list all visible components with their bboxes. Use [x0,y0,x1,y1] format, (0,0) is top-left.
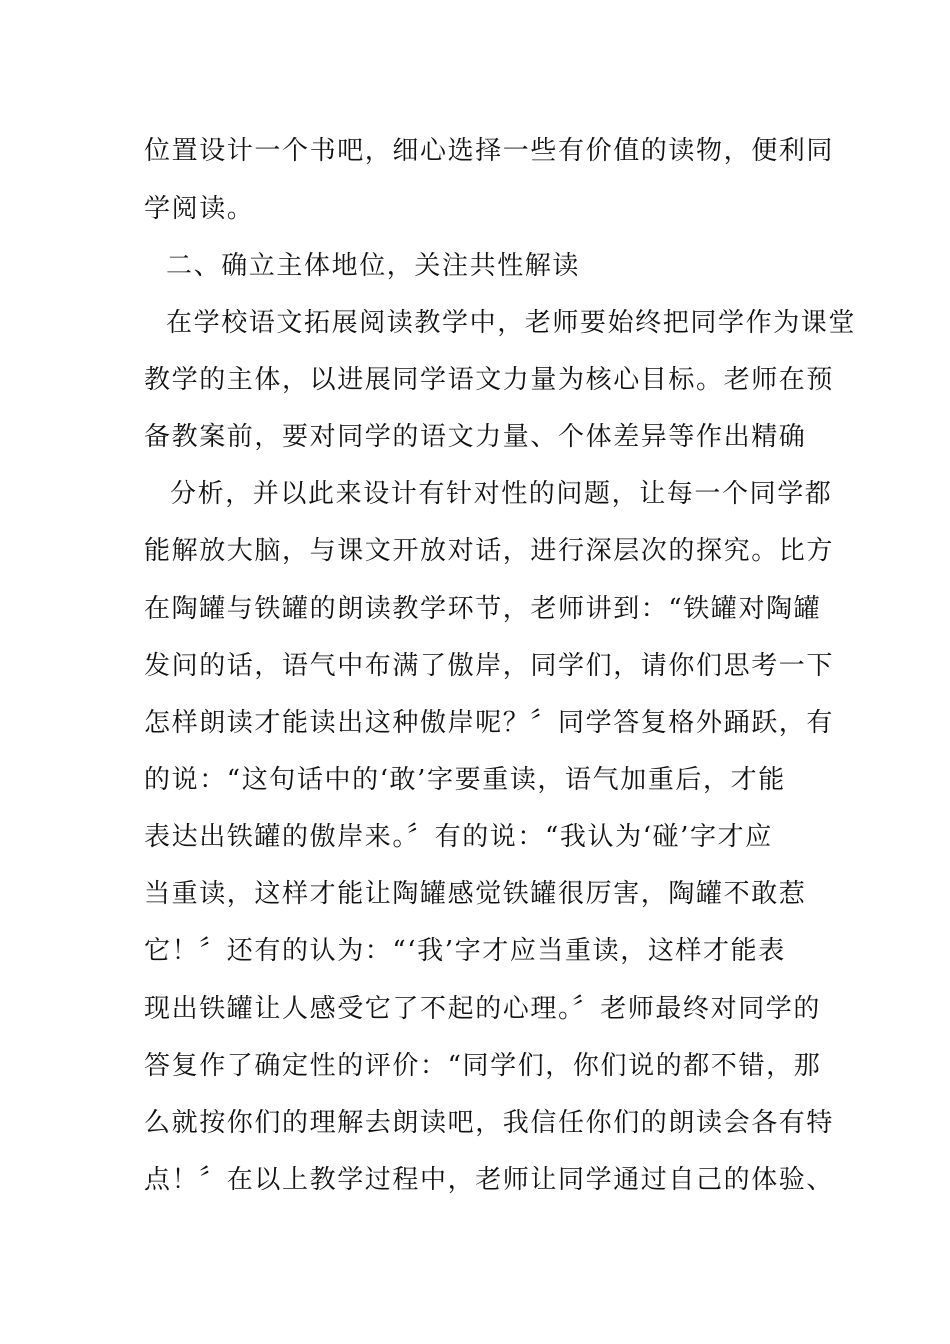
text-line-15: 它！〞还有的认为：“‘我’字才应当重读，这样才能表 [144,936,786,966]
text-line-2: 学阅读。 [144,194,255,224]
text-line-5: 教学的主体，以进展同学语文力量为核心目标。老师在预 [144,365,835,395]
text-line-14: 当重读，这样才能让陶罐感觉铁罐很厉害，陶罐不敢惹 [144,879,807,909]
text-line-12: 的说：“这句话中的‘敢’字要重读，语气加重后，才能 [144,765,786,795]
text-line-6: 备教案前，要对同学的语文力量、个体差异等作出精确 [144,422,807,452]
text-line-9: 在陶罐与铁罐的朗读教学环节，老师讲到：“铁罐对陶罐 [144,594,822,624]
text-line-10: 发问的话，语气中布满了傲岸，同学们，请你们思考一下 [144,651,835,681]
text-line-11: 怎样朗读才能读出这种傲岸呢？〞同学答复格外踊跃，有 [144,708,835,738]
text-line-1: 位置设计一个书吧，细心选择一些有价值的读物，便利同 [144,136,835,166]
text-line-7: 分析，并以此来设计有针对性的问题，让每一个同学都 [170,479,833,509]
text-line-19: 点！〞在以上教学过程中，老师让同学通过自己的体验、 [144,1165,835,1195]
text-line-8: 能解放大脑，与课文开放对话，进行深层次的探究。比方 [144,536,835,566]
section-heading: 二、确立主体地位，关注共性解读 [166,251,581,281]
text-line-17: 答复作了确定性的评价：“同学们，你们说的都不错，那 [144,1051,822,1081]
text-line-18: 么就按你们的理解去朗读吧，我信任你们的朗读会各有特 [144,1108,835,1138]
text-line-4: 在学校语文拓展阅读教学中，老师要始终把同学作为课堂 [166,308,857,338]
text-line-16: 现出铁罐让人感受它了不起的心理。〞老师最终对同学的 [144,994,822,1024]
text-line-13: 表达出铁罐的傲岸来。〞有的说：“我认为‘碰’字才应 [144,822,773,852]
